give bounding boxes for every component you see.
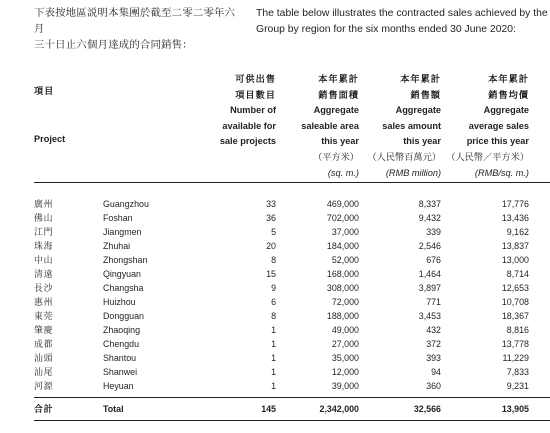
header-area-unit-zh: （平方米） [313,151,359,162]
header-avg-price [446,72,529,181]
table-row [0,309,550,323]
cell-region-en: Zhaoqing [103,325,141,335]
cell-avg-price: 9,162 [506,227,529,237]
cell-avg-price: 8,714 [506,269,529,279]
table-row [0,225,550,239]
cell-projects: 1 [271,325,276,335]
total-amount: 32,566 [413,404,441,414]
cell-region-en: Zhuhai [103,241,131,251]
cell-amount: 372 [426,339,441,349]
header-avg-en2: average sales [468,120,529,131]
cell-area: 184,000 [326,241,359,251]
cell-avg-price: 13,778 [501,339,529,349]
cell-projects: 1 [271,381,276,391]
header-project-en: Project [34,134,66,144]
cell-amount: 9,432 [418,213,441,223]
intro-en-line2: Group by region for the six months ended 30 June 2020: [256,24,516,35]
total-area: 2,342,000 [319,404,359,414]
header-area-zh1: 本年累計 [318,74,359,84]
header-area-zh2: 銷售面積 [318,89,359,100]
cell-region-zh: 中山 [34,255,54,265]
cell-region-en: Foshan [103,213,133,223]
cell-region-zh: 佛山 [34,213,54,223]
header-avg-unit-zh: （人民幣／平方米） [446,151,529,162]
header-area-unit-en: (sq. m.) [327,167,359,178]
cell-avg-price: 18,367 [501,311,529,321]
cell-avg-price: 13,000 [501,255,529,265]
header-amount-en2: sales amount [382,120,441,131]
intro-zh-line2: 三十日止六個月達成的合同銷售： [34,40,193,51]
cell-projects: 1 [271,353,276,363]
table-row [0,323,550,337]
intro-en-line1: The table below illustrates the contracted sales achieved by the [256,8,548,19]
cell-region-en: Heyuan [103,381,134,391]
cell-projects: 36 [266,213,276,223]
intro-english [256,6,548,38]
total-label-en: Total [103,404,124,414]
cell-projects: 1 [271,367,276,377]
header-amount-zh2: 銷售額 [410,89,441,100]
cell-region-en: Zhongshan [103,255,148,265]
cell-area: 52,000 [331,255,359,265]
total-rule-top [34,397,550,398]
cell-area: 37,000 [331,227,359,237]
cell-avg-price: 11,229 [502,353,529,363]
cell-projects: 20 [266,241,276,251]
header-rule [34,182,550,183]
cell-avg-price: 7,833 [506,367,529,377]
header-projects-count [220,72,276,150]
cell-area: 12,000 [331,367,359,377]
table-row [0,379,550,393]
header-area-en1: Aggregate [313,105,359,116]
cell-area: 702,000 [326,213,359,223]
cell-region-zh: 珠海 [34,241,54,251]
cell-area: 35,000 [331,353,359,363]
cell-projects: 15 [266,269,276,279]
cell-amount: 393 [426,353,441,363]
header-amount-en3: this year [403,136,441,147]
cell-area: 72,000 [331,297,359,307]
cell-region-en: Chengdu [103,339,140,349]
cell-region-zh: 清遠 [34,269,54,279]
cell-region-en: Qingyuan [103,269,141,279]
cell-avg-price: 13,837 [501,241,529,251]
table-row [0,281,550,295]
cell-avg-price: 17,776 [501,199,529,209]
header-amount-en1: Aggregate [395,105,441,116]
cell-amount: 676 [426,255,441,265]
total-row [0,402,550,416]
table-row [0,211,550,225]
header-area [301,72,359,181]
table-row [0,197,550,211]
cell-region-zh: 肇慶 [34,325,54,335]
cell-area: 27,000 [331,339,359,349]
cell-region-zh: 汕尾 [34,367,54,377]
cell-amount: 3,453 [418,311,441,321]
cell-amount: 8,337 [418,199,441,209]
cell-region-zh: 成都 [34,339,54,349]
cell-amount: 1,464 [418,269,441,279]
cell-amount: 432 [426,325,441,335]
cell-region-en: Shanwei [103,367,138,377]
header-avg-zh2: 銷售均價 [488,89,529,100]
cell-amount: 771 [426,297,441,307]
cell-projects: 6 [271,297,276,307]
cell-region-en: Dongguan [103,311,144,321]
cell-avg-price: 10,708 [501,297,529,307]
cell-area: 188,000 [326,311,359,321]
cell-area: 49,000 [331,325,359,335]
header-amount-zh1: 本年累計 [400,74,441,84]
cell-area: 39,000 [331,381,359,391]
header-amount [368,72,442,181]
cell-avg-price: 12,653 [501,283,529,293]
cell-amount: 339 [426,227,441,237]
cell-region-en: Huizhou [103,297,136,307]
intro-zh-line1: 下表按地區説明本集團於截至二零二零年六月 [34,8,236,35]
header-projects-zh1: 可供出售 [235,74,276,84]
cell-amount: 2,546 [418,241,441,251]
cell-region-zh: 汕頭 [34,353,54,363]
cell-region-zh: 河源 [34,381,54,391]
cell-amount: 360 [426,381,441,391]
cell-avg-price: 13,436 [501,213,529,223]
table-row [0,351,550,365]
cell-area: 168,000 [326,269,359,279]
cell-projects: 8 [271,311,276,321]
header-project-en-wrap [34,132,65,148]
total-avg-price: 13,905 [501,404,529,414]
header-amount-unit-zh: （人民幣百萬元） [367,151,441,162]
total-projects: 145 [261,404,276,414]
header-project [34,84,54,100]
cell-region-en: Changsha [103,283,144,293]
header-project-zh: 項目 [34,86,55,96]
cell-area: 308,000 [326,283,359,293]
cell-region-zh: 長沙 [34,283,54,293]
header-area-en3: this year [321,136,359,147]
cell-avg-price: 8,816 [506,325,529,335]
header-area-en2: saleable area [301,120,359,131]
cell-projects: 1 [271,339,276,349]
cell-region-zh: 廣州 [34,199,54,209]
cell-region-en: Jiangmen [103,227,142,237]
cell-projects: 9 [271,283,276,293]
header-avg-en3: price this year [466,136,529,147]
cell-area: 469,000 [326,199,359,209]
header-projects-en2: available for [222,120,276,131]
header-projects-en3: sale projects [219,136,276,147]
table-row [0,337,550,351]
cell-amount: 3,897 [418,283,441,293]
table-row [0,267,550,281]
cell-region-zh: 惠州 [34,297,54,307]
cell-region-zh: 東莞 [34,311,54,321]
cell-projects: 33 [266,199,276,209]
table-row [0,253,550,267]
total-rule-bottom [34,420,550,421]
cell-region-zh: 江門 [34,227,54,237]
header-avg-zh1: 本年累計 [488,74,529,84]
cell-region-en: Guangzhou [103,199,149,209]
intro-chinese [34,6,244,54]
cell-projects: 5 [271,227,276,237]
cell-avg-price: 9,231 [506,381,529,391]
header-projects-zh2: 項目數目 [235,89,276,100]
header-avg-en1: Aggregate [483,105,529,116]
table-row [0,365,550,379]
cell-region-en: Shantou [103,353,137,363]
table-row [0,239,550,253]
cell-projects: 8 [271,255,276,265]
table-row [0,295,550,309]
total-label-zh: 合計 [34,404,54,414]
header-projects-en1: Number of [230,105,276,116]
header-avg-unit-en: (RMB/sq. m.) [474,167,529,178]
cell-amount: 94 [431,367,441,377]
header-amount-unit-en: (RMB million) [385,167,441,178]
